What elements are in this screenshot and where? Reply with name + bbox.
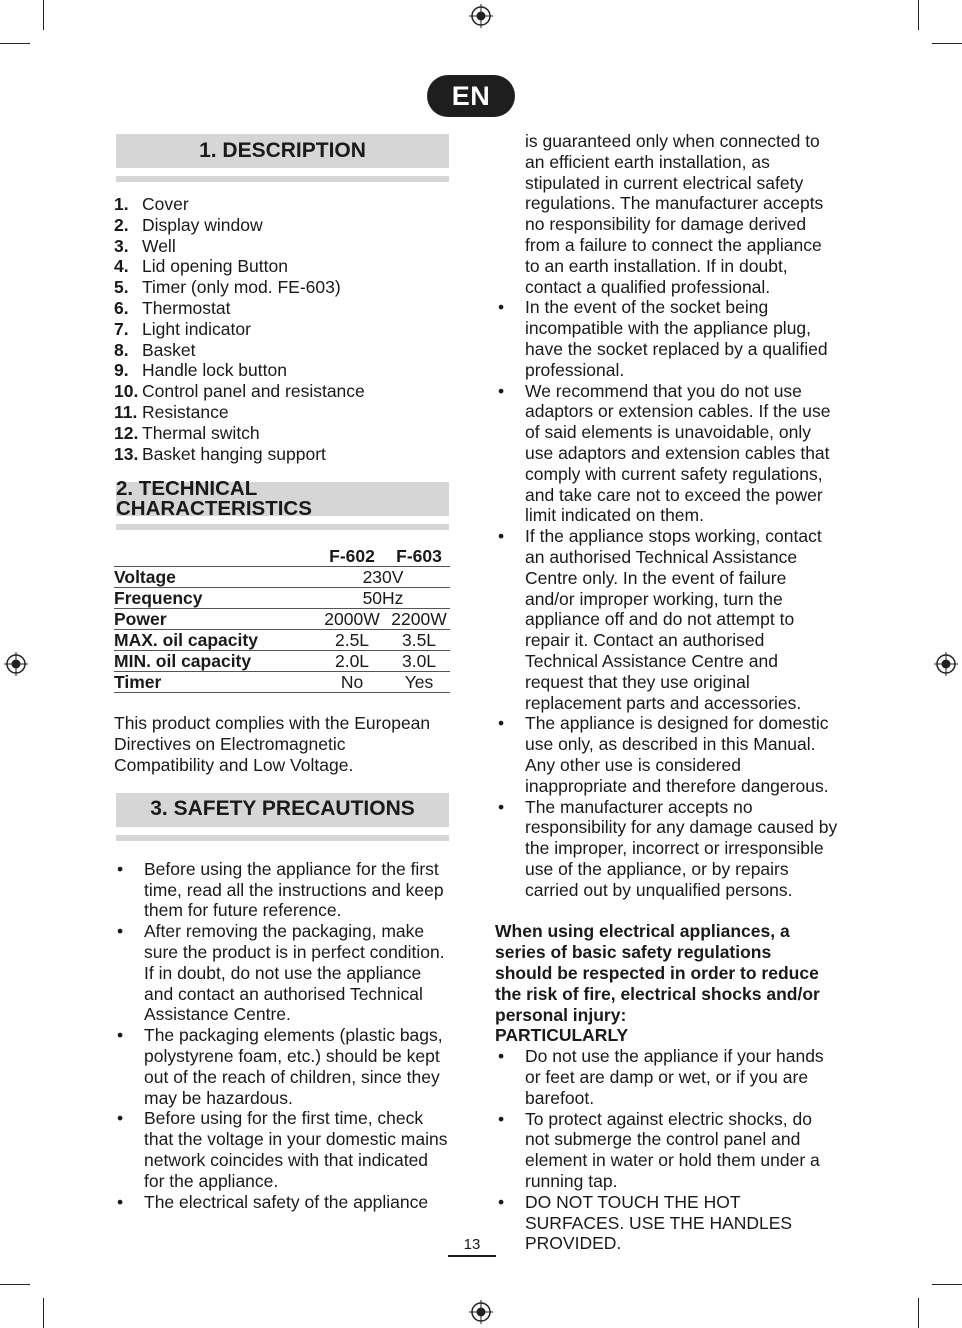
left-column bbox=[114, 134, 454, 1212]
list-item: 7. Light indicator bbox=[114, 318, 251, 339]
list-item: 3. Well bbox=[114, 235, 176, 256]
list-item: • Before using the appliance for the first time, read all the instructions and keep them for future reference. bbox=[114, 859, 449, 921]
list-item: 5. Timer (only mod. FE-603) bbox=[114, 277, 341, 298]
particularly-label: PARTICULARLY bbox=[495, 1025, 629, 1046]
table-row: MIN. oil capacity 2.0L 3.0L bbox=[114, 651, 450, 672]
warning-text: When using electrical appliances, a series of basic safety regulations should be respected in order to reduce the risk of fire, electrical shocks and/or personal injury: bbox=[495, 921, 820, 1025]
list-item: 8. Basket bbox=[114, 339, 196, 360]
list-item: 12. Thermal switch bbox=[114, 422, 260, 443]
list-item: 10. Control panel and resistance bbox=[114, 381, 365, 402]
section-heading-safety: 3. SAFETY PRECAUTIONS bbox=[116, 793, 449, 827]
list-item: 1. Cover bbox=[114, 194, 189, 214]
technical-table bbox=[114, 546, 450, 693]
section-heading-technical: 2. TECHNICAL CHARACTERISTICS bbox=[116, 482, 449, 516]
continuation-text: is guaranteed only when connected to an efficient earth installation, as stipulated in current electrical safety regulations. The manufacturer accepts no responsibility for damage derived from a failure to connect the appliance to an earth installation. If in doubt, contact a qualified professional. bbox=[525, 131, 824, 297]
registration-mark-icon bbox=[4, 652, 28, 676]
registration-mark-icon bbox=[934, 652, 958, 676]
list-item: • The manufacturer accepts no responsibility for any damage caused by the improper, incorrect or irresponsible use of the appliance, or by repairs carried out by unqualified persons. bbox=[495, 797, 840, 901]
heading-rule bbox=[116, 176, 449, 182]
language-badge: EN bbox=[427, 75, 515, 117]
list-item: • The appliance is designed for domestic use only, as described in this Manual. Any other use is considered inappropriate and therefore dangerous. bbox=[495, 713, 840, 796]
list-item: 11. Resistance bbox=[114, 401, 229, 422]
list-item: 13. Basket hanging support bbox=[114, 443, 326, 464]
compliance-text: This product complies with the European Directives on Electromagnetic Compatibility and Low Voltage. bbox=[114, 713, 431, 775]
crop-mark bbox=[932, 1284, 962, 1285]
list-item: 9. Handle lock button bbox=[114, 360, 287, 381]
list-item: • Before using for the first time, check that the voltage in your domestic mains network coincides with that indicated for the appliance. bbox=[114, 1108, 449, 1191]
list-item: • The packaging elements (plastic bags, polystyrene foam, etc.) should be kept out of the reach of children, since they may be hazardous. bbox=[114, 1025, 449, 1108]
safety-list-left bbox=[114, 859, 449, 1213]
list-item: • After removing the packaging, make sure the product is in perfect condition. If in doubt, do not use the appliance and contact an authorised Technical Assistance Centre. bbox=[114, 921, 449, 1025]
table-row: Voltage 230V bbox=[114, 567, 450, 588]
crop-mark bbox=[0, 43, 30, 44]
list-item: • We recommend that you do not use adaptors or extension cables. If the use of said elements is unavoidable, only use adaptors and extension cables that comply with current safety regulations, and take care not to exceed the power limit indicated on them. bbox=[495, 381, 840, 527]
crop-mark bbox=[918, 1298, 919, 1328]
list-item: 6. Thermostat bbox=[114, 297, 231, 318]
crop-mark bbox=[43, 1298, 44, 1328]
list-item: • The electrical safety of the appliance bbox=[114, 1192, 449, 1213]
table-header-row bbox=[114, 546, 450, 567]
heading-rule bbox=[116, 524, 449, 530]
list-item: • If the appliance stops working, contact an authorised Technical Assistance Centre only. In the event of failure and/or improper working, turn the appliance off and do not attempt to repair it. Contact an authorised Technical Assistance Centre and request that they use original replacement parts and accessories. bbox=[495, 526, 840, 713]
right-column bbox=[495, 131, 840, 1254]
table-row: Timer No Yes bbox=[114, 672, 450, 693]
list-item: • DO NOT TOUCH THE HOT SURFACES. USE THE HANDLES PROVIDED. bbox=[495, 1192, 840, 1254]
crop-mark bbox=[918, 0, 919, 30]
particular-list bbox=[495, 1046, 840, 1254]
heading-rule bbox=[116, 835, 449, 841]
model-f602: F-602 bbox=[329, 546, 375, 567]
list-item: • Do not use the appliance if your hands or feet are damp or wet, or if you are barefoot. bbox=[495, 1046, 840, 1108]
list-item: • In the event of the socket being incompatible with the appliance plug, have the socket replaced by a qualified professional. bbox=[495, 297, 840, 380]
registration-mark-icon bbox=[469, 1300, 493, 1324]
table-row: MAX. oil capacity 2.5L 3.5L bbox=[114, 630, 450, 651]
crop-mark bbox=[932, 43, 962, 44]
table-row: Frequency 50Hz bbox=[114, 588, 450, 609]
model-f603: F-603 bbox=[396, 546, 442, 567]
crop-mark bbox=[43, 0, 44, 30]
list-item: 2. Display window bbox=[114, 214, 263, 235]
crop-mark bbox=[0, 1284, 30, 1285]
page-number: 13 bbox=[448, 1236, 496, 1257]
table-row: Power 2000W 2200W bbox=[114, 609, 450, 630]
list-item: • To protect against electric shocks, do not submerge the control panel and element in water or hold them under a running tap. bbox=[495, 1109, 840, 1192]
registration-mark-icon bbox=[469, 4, 493, 28]
safety-list-right bbox=[495, 297, 840, 900]
description-list bbox=[114, 194, 454, 464]
list-item: 4. Lid opening Button bbox=[114, 256, 288, 277]
section-heading-description: 1. DESCRIPTION bbox=[116, 134, 449, 168]
